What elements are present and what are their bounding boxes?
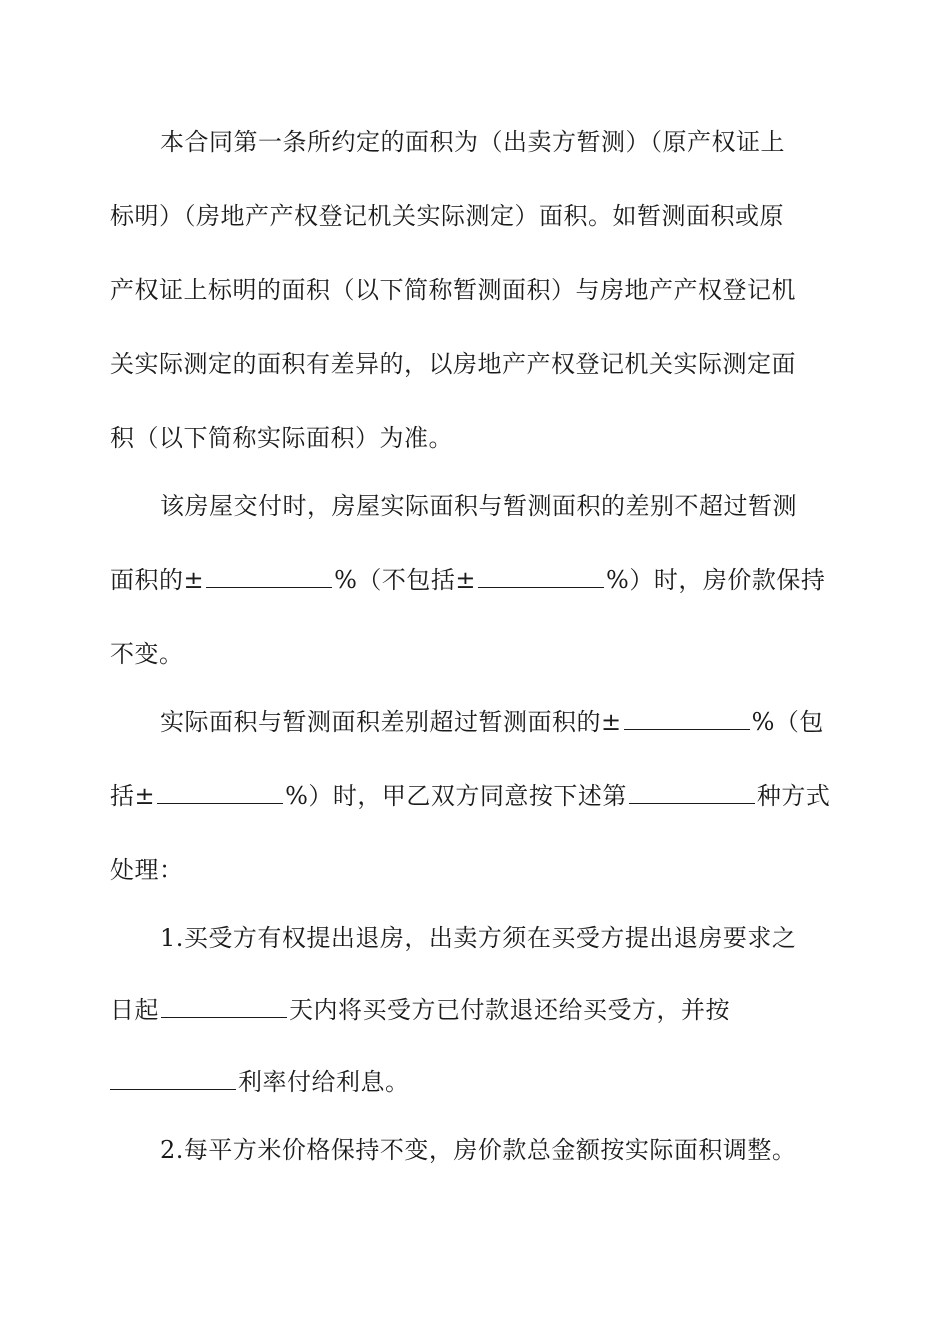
- fill-in-blank: [161, 991, 287, 1018]
- fill-in-blank: [206, 561, 332, 588]
- paragraph-4-line-2: [110, 990, 730, 1030]
- text-segment: %（不包括±: [334, 566, 477, 594]
- paragraph-3-line-3: 处理：: [110, 856, 184, 884]
- paragraph-2-line-3: 不变。: [110, 640, 184, 668]
- paragraph-1-line-1: 本合同第一条所约定的面积为（出卖方暂测）（原产权证上: [160, 128, 785, 156]
- paragraph-2-line-2: [110, 560, 825, 600]
- paragraph-1-line-2: 标明）（房地产产权登记机关实际测定）面积。如暂测面积或原: [110, 202, 784, 230]
- text-segment: %（包: [751, 708, 824, 736]
- paragraph-1-line-3: 产权证上标明的面积（以下简称暂测面积）与房地产产权登记机: [110, 276, 796, 304]
- paragraph-4-line-1: 1.买受方有权提出退房，出卖方须在买受方提出退房要求之: [160, 924, 797, 952]
- paragraph-1-line-5: 积（以下简称实际面积）为准。: [110, 424, 453, 452]
- fill-in-blank: [110, 1063, 236, 1090]
- fill-in-blank: [629, 777, 755, 804]
- paragraph-2-line-1: 该房屋交付时，房屋实际面积与暂测面积的差别不超过暂测: [160, 492, 797, 520]
- fill-in-blank: [157, 777, 283, 804]
- text-segment: 面积的±: [110, 566, 205, 594]
- text-segment: %）时，房价款保持: [606, 566, 826, 594]
- text-segment: 利率付给利息。: [238, 1068, 410, 1096]
- text-segment: %）时，甲乙双方同意按下述第: [285, 782, 627, 810]
- text-segment: 天内将买受方已付款退还给买受方，并按: [289, 996, 730, 1024]
- text-segment: 括±: [110, 782, 156, 810]
- paragraph-1-line-4: 关实际测定的面积有差异的，以房地产产权登记机关实际测定面: [110, 350, 796, 378]
- paragraph-3-line-2: [110, 776, 830, 816]
- text-segment: 实际面积与暂测面积差别超过暂测面积的±: [160, 708, 622, 736]
- fill-in-blank: [478, 561, 604, 588]
- paragraph-5-line-1: 2.每平方米价格保持不变，房价款总金额按实际面积调整。: [160, 1136, 797, 1164]
- fill-in-blank: [624, 703, 750, 730]
- paragraph-3-line-1: [160, 702, 824, 742]
- text-segment: 日起: [110, 996, 159, 1024]
- text-segment: 种方式: [756, 782, 831, 810]
- paragraph-4-line-3: [110, 1062, 410, 1102]
